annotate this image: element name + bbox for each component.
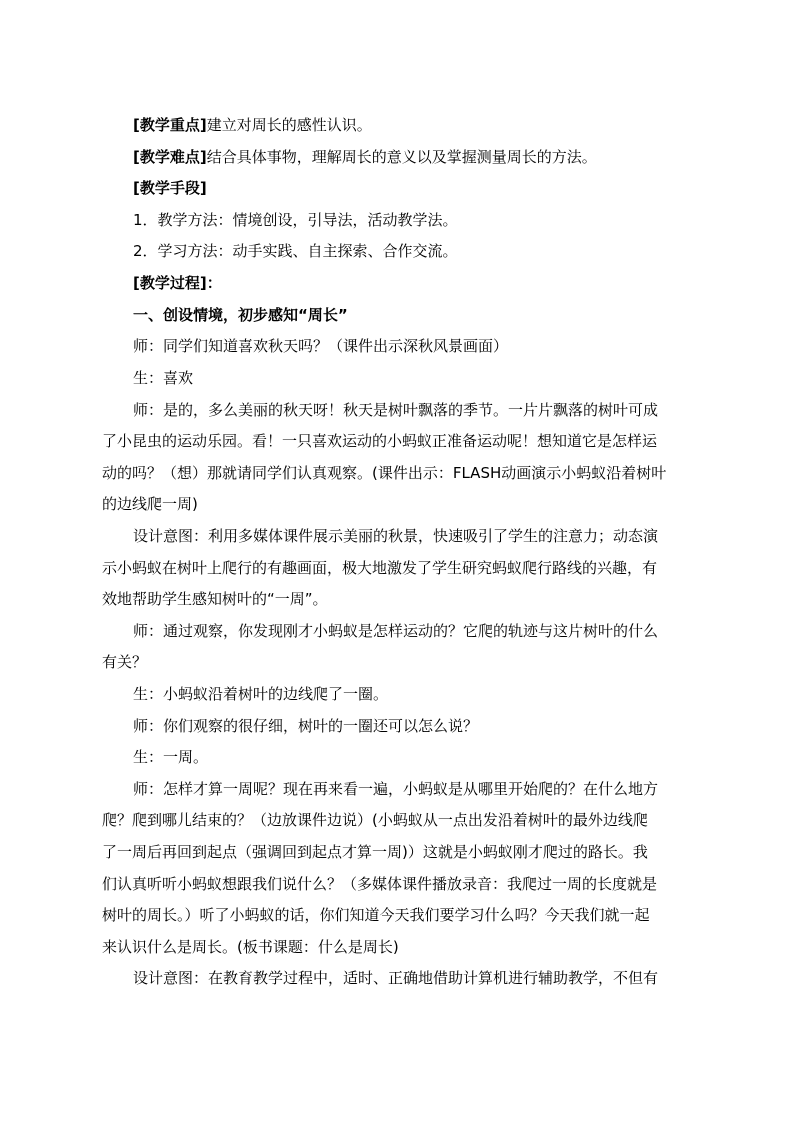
paragraph-line: 生：一周。	[133, 748, 209, 766]
section-one-title: 一、创设情境，初步感知“周长”	[133, 306, 348, 324]
section-one-heading	[133, 305, 713, 325]
teaching-method-line	[133, 210, 713, 230]
paragraph-line: 有关？	[102, 653, 148, 671]
paragraph-line: 师：你们观察的很仔细，树叶的一圈还可以怎么说？	[133, 717, 479, 735]
means-heading	[133, 178, 713, 198]
process-heading	[133, 273, 713, 293]
paragraph-line: 树叶的周长。）听了小蚂蚁的话，你们知道今天我们要学习什么吗？今天我们就一起	[102, 906, 650, 924]
paragraph-line: 生：喜欢	[133, 369, 194, 387]
paragraph-line: 了小昆虫的运动乐园。看！一只喜欢运动的小蚂蚁正准备运动呢！想知道它是怎样运	[102, 432, 658, 450]
paragraph-line: 爬？爬到哪儿结束的？（边放课件边说）(小蚂蚁从一点出发沿着树叶的最外边线爬	[102, 811, 648, 829]
key-point-text: 建立对周长的感性认识。	[206, 116, 372, 134]
difficulty-line	[133, 147, 713, 167]
difficulty-label: [教学难点]	[133, 148, 207, 166]
paragraph-line: 生：小蚂蚁沿着树叶的边线爬了一圈。	[133, 685, 389, 703]
paragraph-line: 师：是的，多么美丽的秋天呀！秋天是树叶飘落的季节。一片片飘落的树叶可成	[133, 401, 659, 419]
paragraph-line: 效地帮助学生感知树叶的“一周”。	[102, 590, 328, 608]
paragraph-line: 动的吗？（想）那就请同学们认真观察。(课件出示：FLASH动画演示小蚂蚁沿着树叶	[102, 464, 667, 482]
teaching-method-text: 1．教学方法：情境创设，引导法，活动教学法。	[133, 211, 458, 229]
paragraph-line: 设计意图：在教育教学过程中，适时、正确地借助计算机进行辅助教学，不但有	[133, 969, 659, 987]
paragraph-line: 了一周后再回到起点（强调回到起点才算一周)）这就是小蚂蚁刚才爬过的路长。我	[102, 843, 648, 861]
paragraph-line: 师：同学们知道喜欢秋天吗？（课件出示深秋风景画面）	[133, 337, 509, 355]
means-label: [教学手段]	[133, 179, 207, 197]
learning-method-text: 2．学习方法：动手实践、自主探索、合作交流。	[133, 242, 458, 260]
paragraph-line: 师：怎样才算一周呢？现在再来看一遍，小蚂蚁是从哪里开始爬的？在什么地方	[133, 780, 659, 798]
process-label: [教学过程]：	[133, 274, 222, 292]
learning-method-line	[133, 241, 713, 261]
paragraph-line: 师：通过观察，你发现刚才小蚂蚁是怎样运动的？它爬的轨迹与这片树叶的什么	[133, 622, 659, 640]
key-point-label: [教学重点]	[133, 116, 207, 134]
paragraph-line: 们认真听听小蚂蚁想跟我们说什么？（多媒体课件播放录音：我爬过一周的长度就是	[102, 875, 658, 893]
paragraph-line: 来认识什么是周长。(板书课题：什么是周长)	[102, 938, 399, 956]
key-point-line	[133, 115, 713, 135]
paragraph-line: 设计意图：利用多媒体课件展示美丽的秋景，快速吸引了学生的注意力；动态演	[133, 527, 659, 545]
paragraph-line: 示小蚂蚁在树叶上爬行的有趣画面，极大地激发了学生研究蚂蚁爬行路线的兴趣，有	[102, 559, 658, 577]
paragraph-line: 的边线爬一周)	[102, 495, 198, 513]
difficulty-text: 结合具体事物，理解周长的意义以及掌握测量周长的方法。	[206, 148, 597, 166]
